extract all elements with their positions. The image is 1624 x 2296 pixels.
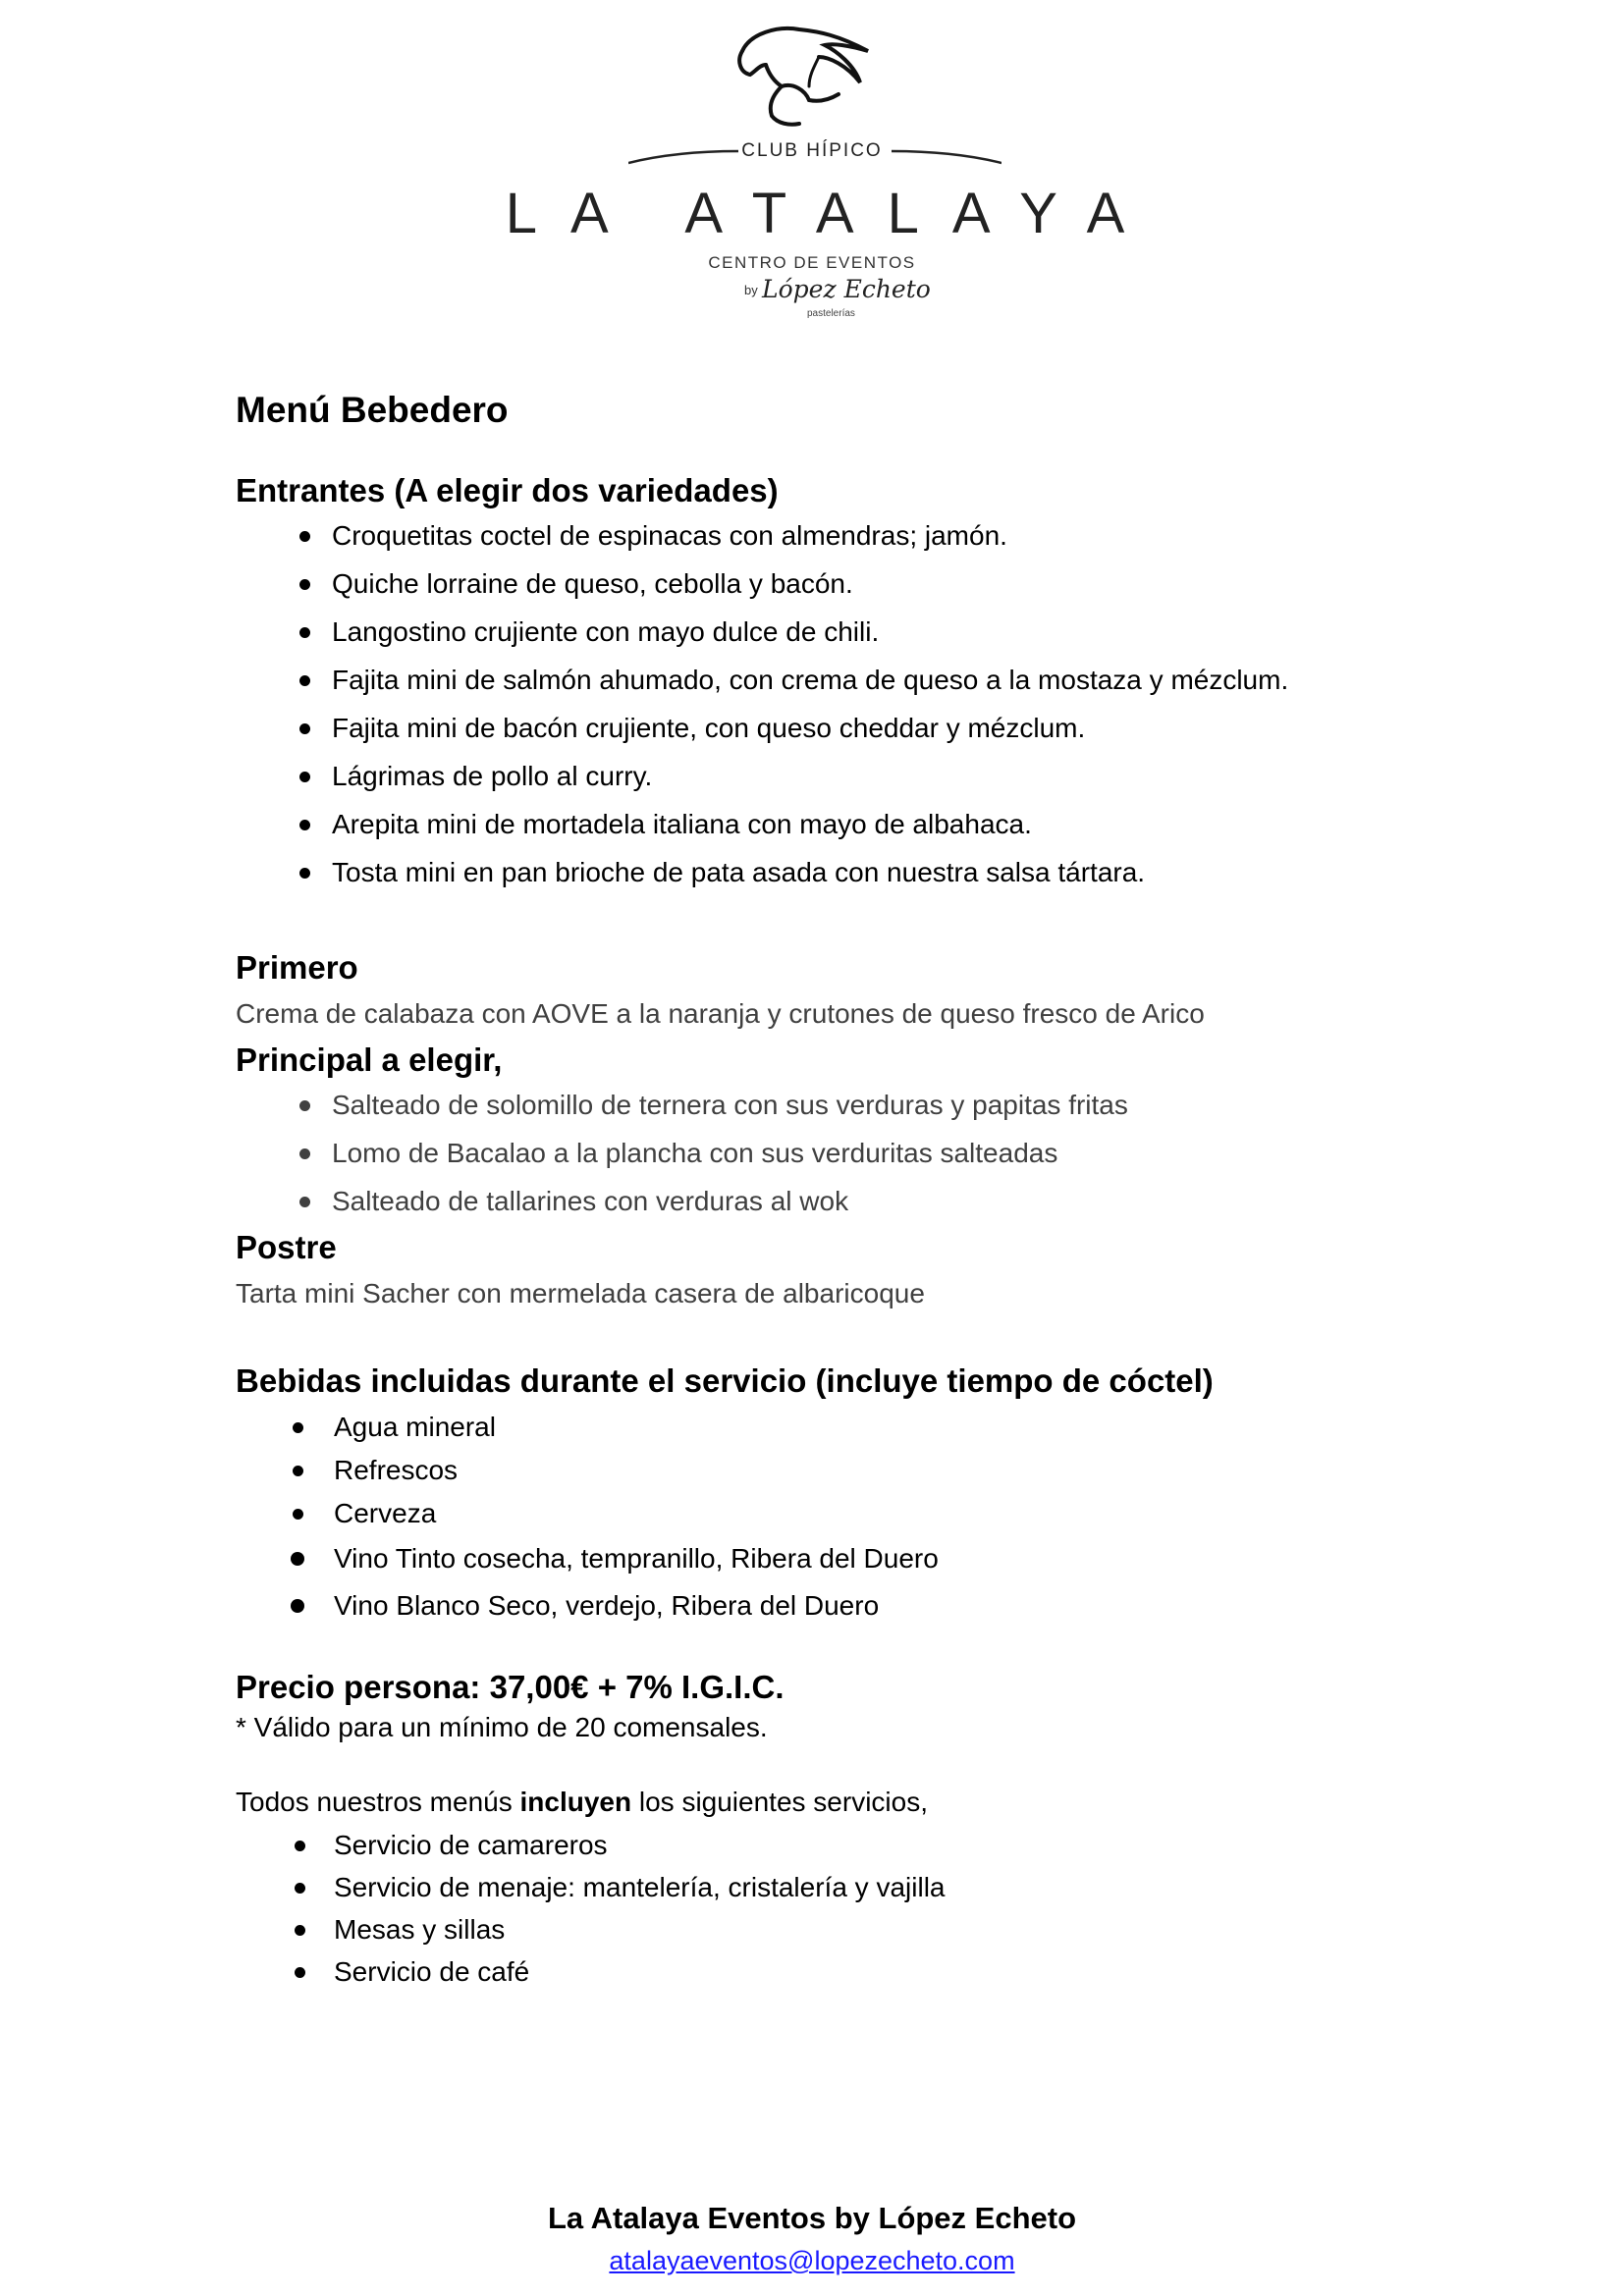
entrantes-heading-bold: Entrantes — [236, 472, 386, 508]
bebidas-list — [236, 1406, 1414, 1629]
list-item: Cerveza — [236, 1492, 1414, 1535]
bullet-icon — [299, 868, 310, 879]
bullet-icon — [295, 1883, 305, 1894]
bebidas-heading-bold: Bebidas incluidas durante el servicio — [236, 1362, 807, 1399]
footer-title: La Atalaya Eventos by López Echeto — [547, 2201, 1077, 2235]
horse-icon — [731, 22, 878, 134]
bullet-icon — [299, 820, 310, 830]
bebidas-note: (incluye tiempo de cóctel) — [806, 1362, 1214, 1399]
servicios-list — [236, 1824, 1414, 1993]
list-item: Arepita mini de mortadela italiana con mayo de albahaca. — [236, 800, 1414, 848]
list-item: Lomo de Bacalao a la plancha con sus verduritas salteadas — [236, 1129, 1414, 1177]
precio-note: * Válido para un mínimo de 20 comensales. — [236, 1712, 768, 1742]
postre-text: Tarta mini Sacher con mermelada casera de albaricoque — [236, 1278, 925, 1308]
list-item: Mesas y sillas — [236, 1908, 1414, 1950]
bullet-icon — [293, 1466, 303, 1476]
logo-signature: López Echeto — [762, 275, 931, 303]
brand-logo — [0, 0, 1624, 334]
list-item: Fajita mini de bacón crujiente, con queso cheddar y mézclum. — [236, 704, 1414, 752]
list-item: Salteado de tallarines con verduras al wok — [236, 1177, 1414, 1225]
bullet-icon — [291, 1552, 304, 1566]
bullet-icon — [293, 1509, 303, 1520]
list-item: Salteado de solomillo de ternera con sus verduras y papitas fritas — [236, 1081, 1414, 1129]
list-item: Agua mineral — [236, 1406, 1414, 1449]
primero-text: Crema de calabaza con AOVE a la naranja y crutones de queso fresco de Arico — [236, 998, 1205, 1029]
entrantes-note: (A elegir dos variedades) — [385, 472, 779, 508]
list-item: Servicio de menaje: mantelería, cristalería y vajilla — [236, 1866, 1414, 1908]
servicios-intro: Todos nuestros menús incluyen los siguientes servicios, — [236, 1787, 928, 1817]
list-item: Vino Blanco Seco, verdejo, Ribera del Duero — [236, 1582, 1414, 1629]
footer-email-link[interactable]: atalayaeventos@lopezecheto.com — [609, 2246, 1015, 2275]
list-item: Servicio de camareros — [236, 1824, 1414, 1866]
bullet-icon — [293, 1422, 303, 1433]
primero-heading: Primero — [236, 949, 358, 986]
precio-heading — [236, 1667, 1414, 1708]
logo-by-text: by — [744, 283, 758, 297]
entrantes-heading — [236, 470, 1414, 511]
bullet-icon — [295, 1841, 305, 1851]
bullet-icon — [299, 723, 310, 734]
bullet-icon — [299, 772, 310, 782]
bullet-icon — [299, 1197, 310, 1207]
bullet-icon — [295, 1967, 305, 1978]
bullet-icon — [299, 1100, 310, 1111]
list-item: Servicio de café — [236, 1950, 1414, 1993]
entrantes-list — [236, 511, 1414, 896]
logo-name-text: LA ATALAYA — [505, 182, 1159, 245]
logo-club-text: CLUB HÍPICO — [741, 140, 883, 161]
principal-list — [236, 1081, 1414, 1225]
menu-content — [236, 388, 1414, 1993]
precio-value: 37,00€ + 7% I.G.I.C. — [480, 1669, 785, 1705]
postre-heading: Postre — [236, 1229, 337, 1265]
bullet-icon — [299, 579, 310, 590]
list-item: Croquetitas coctel de espinacas con almendras; jamón. — [236, 511, 1414, 560]
bullet-icon — [299, 1148, 310, 1159]
list-item: Lágrimas de pollo al curry. — [236, 752, 1414, 800]
list-item: Fajita mini de salmón ahumado, con crema de queso a la mostaza y mézclum. — [236, 656, 1414, 704]
bullet-icon — [299, 675, 310, 686]
list-item: Vino Tinto cosecha, tempranillo, Ribera del Duero — [236, 1535, 1414, 1582]
logo-centro-text: CENTRO DE EVENTOS — [708, 253, 916, 272]
logo-pastelerias: pastelerías — [807, 308, 855, 319]
bullet-icon — [299, 531, 310, 542]
precio-label: Precio persona: — [236, 1669, 481, 1705]
list-item: Refrescos — [236, 1449, 1414, 1492]
bebidas-heading — [236, 1361, 1414, 1402]
list-item: Quiche lorraine de queso, cebolla y bacón. — [236, 560, 1414, 608]
principal-heading: Principal a elegir, — [236, 1041, 503, 1078]
page-title: Menú Bebedero — [236, 390, 509, 430]
bullet-icon — [291, 1599, 304, 1613]
list-item: Langostino crujiente con mayo dulce de chili. — [236, 608, 1414, 656]
bullet-icon — [299, 627, 310, 638]
list-item: Tosta mini en pan brioche de pata asada con nuestra salsa tártara. — [236, 848, 1414, 896]
bullet-icon — [295, 1925, 305, 1936]
